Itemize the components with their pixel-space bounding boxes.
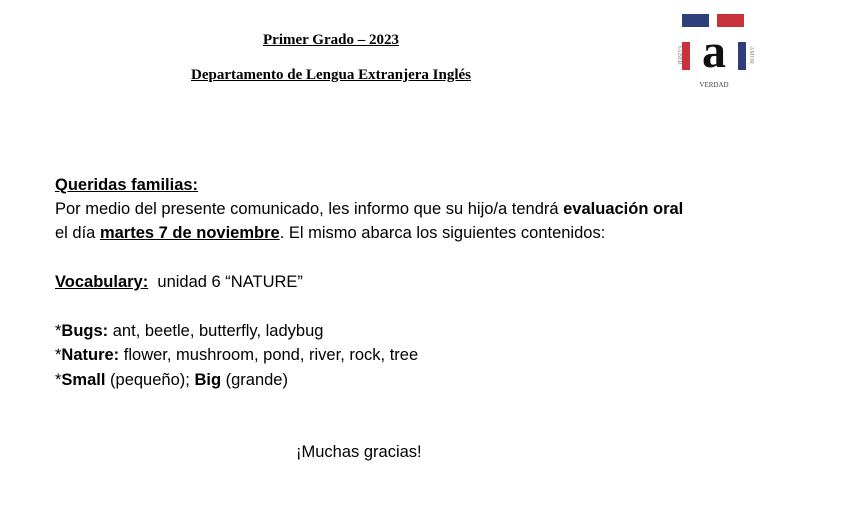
nature-value: flower, mushroom, pond, river, rock, tree — [119, 346, 419, 364]
logo-blue-right — [738, 42, 746, 70]
vocabulary-value: unidad 6 “NATURE” — [148, 273, 303, 291]
oral-exam-label: evaluación oral — [563, 200, 684, 218]
bullet-star: * — [55, 371, 62, 389]
paragraph-line-1 — [55, 197, 683, 221]
bullet-star: * — [55, 346, 62, 364]
logo-left-text: SABER — [676, 45, 682, 65]
small-label: Small — [61, 371, 106, 389]
big-value: (grande) — [221, 371, 288, 389]
paragraph-line-2 — [55, 221, 605, 245]
logo-bottom-text: VERDAD — [699, 81, 729, 89]
small-value: (pequeño); — [105, 371, 195, 389]
size-line — [55, 368, 288, 392]
paragraph-2-end: . El mismo abarca los siguientes contenidos: — [279, 224, 606, 242]
paragraph-2-start: el día — [55, 224, 100, 242]
header-department: Departamento de Lengua Extranjera Inglés — [191, 67, 471, 83]
logo-red-left — [682, 42, 690, 70]
school-logo — [672, 12, 756, 92]
vocabulary-line — [55, 270, 303, 294]
nature-line — [55, 343, 418, 367]
closing-thanks: ¡Muchas gracias! — [296, 443, 422, 461]
closing-line — [296, 440, 422, 464]
logo-letter: a — [702, 25, 726, 78]
paragraph-1-text: Por medio del presente comunicado, les informo que su hijo/a tendrá — [55, 200, 564, 218]
bugs-label: Bugs: — [61, 322, 109, 340]
header-title: Primer Grado – 2023 — [263, 32, 399, 48]
big-label: Big — [194, 371, 222, 389]
bugs-line — [55, 319, 323, 343]
logo-right-text: AMOR — [748, 45, 754, 65]
nature-label: Nature: — [61, 346, 120, 364]
greeting-line — [55, 173, 198, 197]
exam-date: martes 7 de noviembre — [99, 224, 280, 242]
bugs-value: ant, beetle, butterfly, ladybug — [108, 322, 324, 340]
greeting: Queridas familias: — [55, 176, 199, 194]
bullet-star: * — [55, 322, 62, 340]
vocabulary-label: Vocabulary: — [55, 273, 149, 291]
